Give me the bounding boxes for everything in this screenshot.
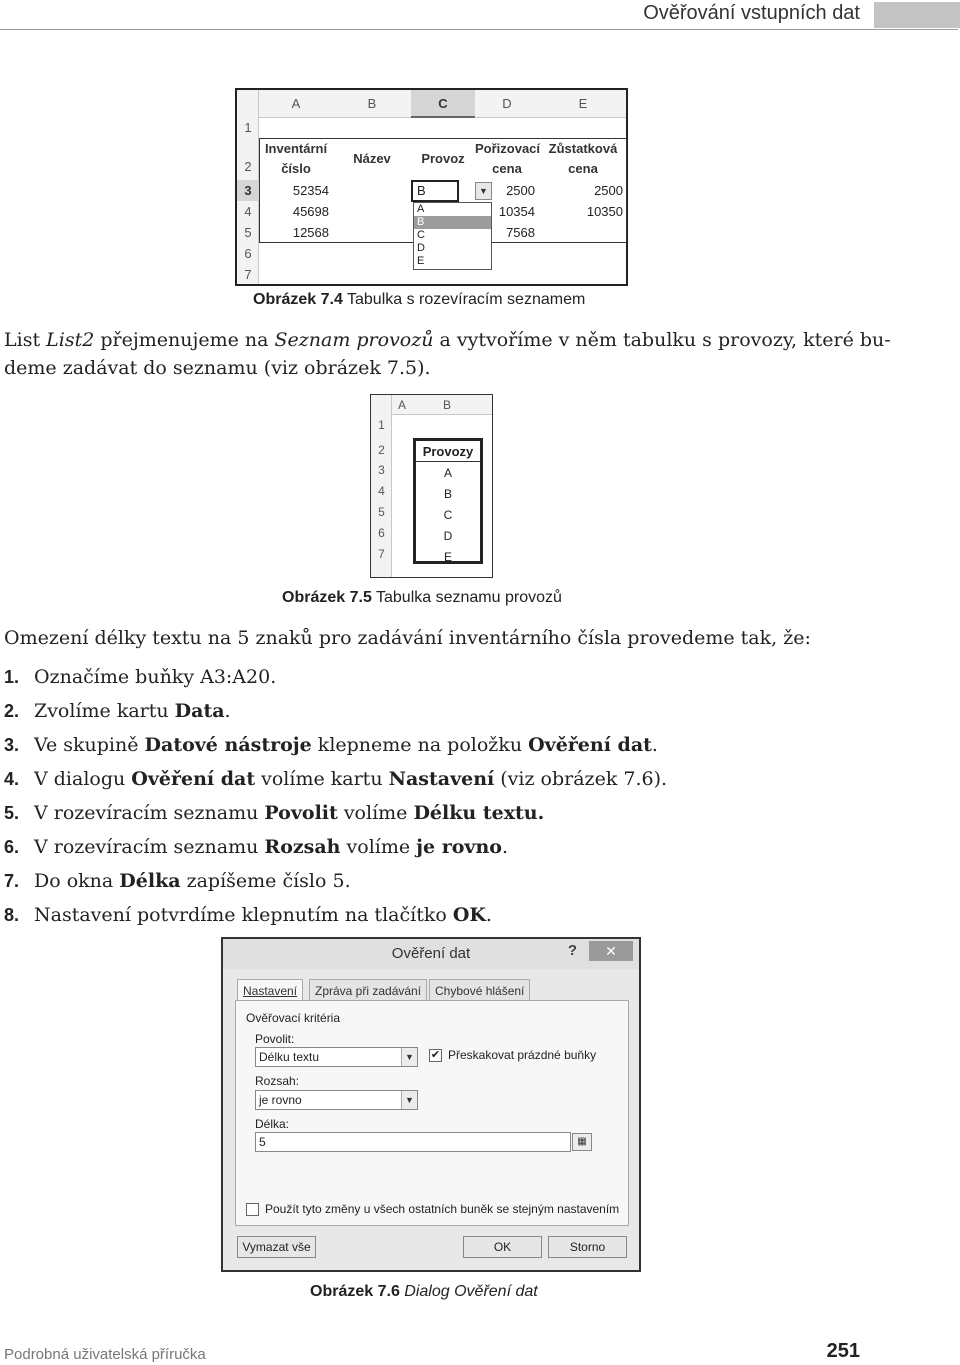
operation-value: A: [443, 466, 452, 480]
header-residual-value: Zůstatková cena: [548, 141, 618, 176]
row-header-4: 4: [378, 484, 385, 498]
tab-settings[interactable]: Nastavení: [237, 979, 303, 1002]
dropdown-list[interactable]: [413, 202, 492, 270]
row-header-7: 7: [378, 547, 385, 561]
range-select[interactable]: je rovno ▼: [255, 1090, 418, 1110]
apply-all-checkbox[interactable]: [246, 1203, 259, 1216]
dropdown-item[interactable]: E: [417, 255, 425, 267]
operation-value: B: [443, 487, 452, 501]
length-input[interactable]: 5: [255, 1132, 571, 1152]
row-header-2: 2: [378, 443, 385, 457]
tab-input-message[interactable]: Zpráva při zadávání: [309, 979, 427, 1001]
chevron-down-icon[interactable]: ▼: [401, 1091, 417, 1109]
column-header-c: C: [411, 90, 475, 118]
row-header-1: 1: [244, 120, 252, 135]
figure-caption-7-6: Obrázek 7.6 Dialog Ověření dat: [310, 1283, 538, 1300]
step-item: 2. Zvolíme kartu Data.: [4, 700, 231, 722]
row-header-4: 4: [244, 204, 252, 219]
operations-header: Provozy: [416, 441, 480, 462]
header-purchase-price: Pořizovací cena: [475, 141, 541, 176]
close-button[interactable]: ✕: [589, 941, 633, 961]
step-item: 1. Označíme buňky A3:A20.: [4, 666, 277, 688]
row-header-7: 7: [244, 267, 252, 282]
column-header-a: A: [397, 398, 406, 412]
tab-error-alert[interactable]: Chybové hlášení: [429, 979, 530, 1001]
figure-caption-7-4: Obrázek 7.4 Tabulka s rozevíracím seznamem: [253, 291, 586, 308]
operation-value: C: [443, 508, 453, 522]
column-header-a: A: [291, 96, 301, 111]
dropdown-item[interactable]: A: [417, 203, 425, 215]
figure-spreadsheet-dropdown: [235, 88, 628, 286]
dropdown-item-selected[interactable]: B: [414, 216, 491, 229]
operations-table-border: [413, 438, 483, 564]
criteria-group-label: Ověřovací kritéria: [246, 1011, 341, 1025]
cell-e3: 2500: [594, 183, 623, 198]
column-header-b: B: [442, 398, 451, 412]
header-rule: [0, 29, 958, 30]
step-item: 3. Ve skupině Datové nástroje klepneme na položku Ověření dat.: [4, 734, 658, 756]
row-header-5: 5: [378, 505, 385, 519]
figure-caption-7-5: Obrázek 7.5 Tabulka seznamu provozů: [282, 589, 562, 606]
step-item: 6. V rozevíracím seznamu Rozsah volíme je rovno.: [4, 836, 508, 858]
operation-value: D: [443, 529, 453, 543]
step-item: 5. V rozevíracím seznamu Povolit volíme Délku textu.: [4, 802, 545, 824]
cell-d3: 2500: [506, 183, 535, 198]
dialog-title: Ověření dat: [223, 939, 639, 969]
header-operation: Provoz: [421, 151, 465, 166]
column-header-d: D: [502, 96, 512, 111]
paragraph-instructions: Omezení délky textu na 5 znaků pro zadávání inventárního čísla provedeme tak, že:: [4, 627, 811, 649]
dropdown-item[interactable]: D: [417, 242, 425, 254]
row-header-5: 5: [244, 225, 252, 240]
figure-operations-table: [370, 394, 493, 578]
cell-a3: 52354: [292, 183, 329, 198]
chevron-down-icon[interactable]: ▼: [401, 1048, 417, 1066]
step-item: 8. Nastavení potvrdíme klepnutím na tlačítko OK.: [4, 904, 492, 926]
ignore-blank-checkbox[interactable]: ✔: [430, 1049, 441, 1061]
column-header-e: E: [578, 96, 588, 111]
dropdown-arrow-icon[interactable]: ▼: [475, 182, 492, 200]
row-header-6: 6: [244, 246, 252, 261]
clear-all-button[interactable]: Vymazat vše: [237, 1236, 316, 1258]
length-label: Délka:: [255, 1117, 290, 1131]
row-header-3: 3: [237, 180, 259, 201]
range-picker-icon[interactable]: ▦: [572, 1133, 592, 1151]
row-header-3: 3: [378, 463, 385, 477]
range-label: Rozsah:: [255, 1074, 300, 1088]
header-name: Název: [353, 151, 391, 166]
footer-text: Podrobná uživatelská příručka: [4, 1346, 206, 1363]
cell-d5: 7568: [506, 225, 535, 240]
settings-panel: [235, 1000, 629, 1226]
dropdown-item[interactable]: C: [417, 229, 425, 241]
steps-list: [4, 660, 667, 932]
operation-value: E: [443, 550, 452, 564]
apply-all-label: Použít tyto změny u všech ostatních buněk se stejným nastavením: [265, 1202, 620, 1216]
page-number: 251: [826, 1340, 860, 1362]
allow-label: Povolit:: [255, 1032, 295, 1046]
step-item: 7. Do okna Délka zapíšeme číslo 5.: [4, 870, 351, 892]
ignore-blank-label: Přeskakovat prázdné buňky: [448, 1048, 597, 1062]
row-header-1: 1: [378, 418, 385, 432]
data-validation-dialog: [221, 937, 641, 1272]
row-header-2: 2: [244, 159, 252, 174]
header-decoration: [874, 2, 960, 28]
help-icon[interactable]: ?: [567, 942, 577, 959]
page-header-title: Ověřování vstupních dat: [643, 2, 860, 24]
cell-e4: 10350: [586, 204, 623, 219]
cell-a5: 12568: [292, 225, 329, 240]
paragraph-intro: List List2 přejmenujeme na Seznam provozů a vytvoříme v něm tabulku s provozy, které bu- deme zadávat do seznamu (viz obrázek 7.5).: [4, 329, 891, 379]
column-header-b: B: [367, 96, 377, 111]
cancel-button[interactable]: Storno: [548, 1236, 627, 1258]
allow-select[interactable]: Délku textu ▼: [255, 1047, 418, 1067]
row-header-6: 6: [378, 526, 385, 540]
header-inventory-number: Inventární číslo: [264, 141, 328, 176]
cell-a4: 45698: [292, 204, 329, 219]
step-item: 4. V dialogu Ověření dat volíme kartu Nastavení (viz obrázek 7.6).: [4, 768, 668, 790]
ok-button[interactable]: OK: [463, 1236, 542, 1258]
cell-c3[interactable]: B: [417, 183, 426, 198]
cell-d4: 10354: [498, 204, 535, 219]
